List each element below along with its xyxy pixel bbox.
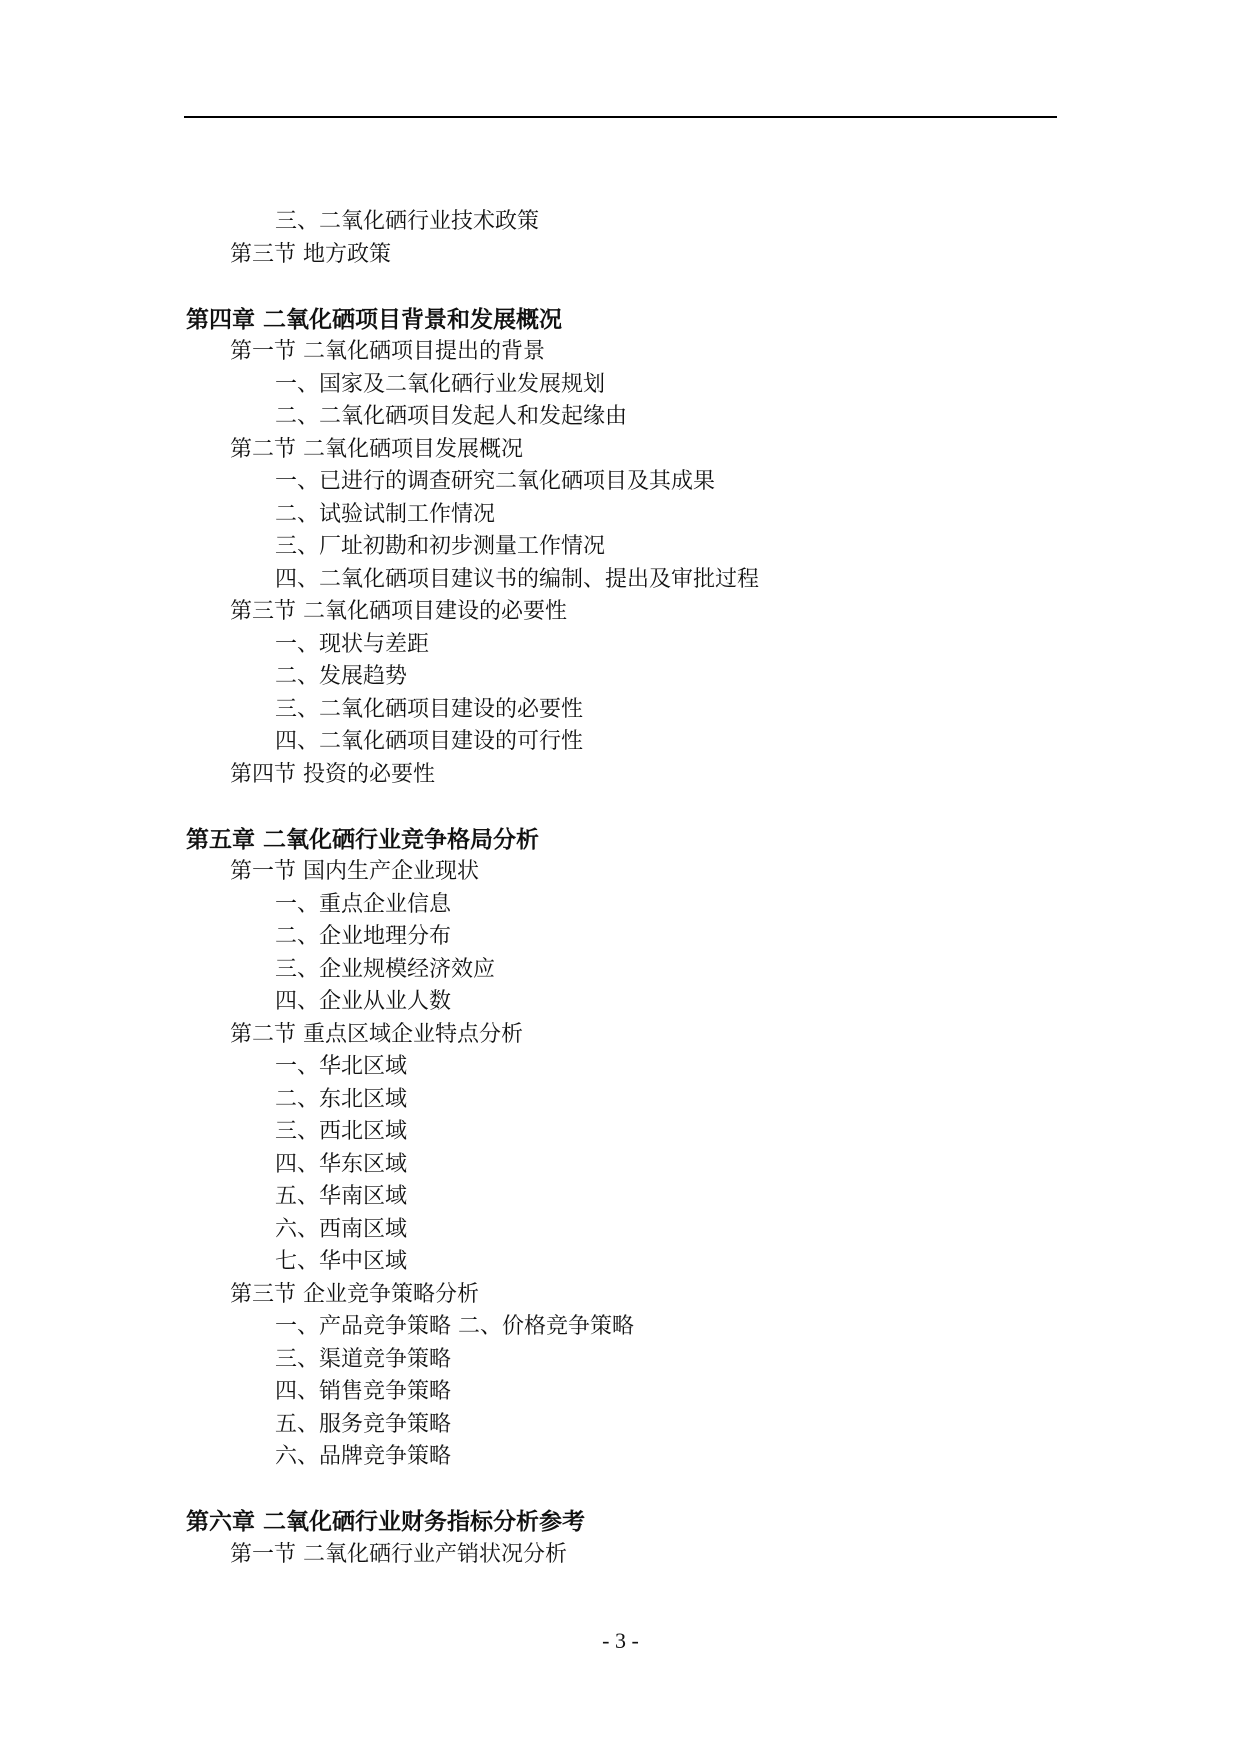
toc-section: 第二节 重点区域企业特点分析 — [230, 1021, 523, 1047]
toc-section: 第三节 地方政策 — [230, 241, 391, 267]
toc-item: 二、东北区域 — [275, 1086, 408, 1112]
toc-section: 第一节 二氧化硒行业产销状况分析 — [230, 1541, 567, 1567]
toc-item: 三、二氧化硒行业技术政策 — [275, 209, 540, 234]
toc-section: 第二节 二氧化硒项目发展概况 — [230, 436, 523, 462]
toc-item: 一、现状与差距 — [275, 631, 430, 657]
toc-item: 一、华北区域 — [275, 1054, 408, 1079]
toc-section: 第一节 国内生产企业现状 — [230, 859, 479, 884]
toc-item: 四、二氧化硒项目建议书的编制、提出及审批过程 — [275, 566, 760, 592]
toc-spacer — [186, 791, 1056, 824]
toc-item: 三、二氧化硒项目建设的必要性 — [275, 696, 584, 722]
toc-item: 一、国家及二氧化硒行业发展规划 — [275, 371, 606, 397]
toc-item: 三、厂址初勘和初步测量工作情况 — [275, 534, 606, 559]
toc-item: 三、企业规模经济效应 — [275, 956, 496, 982]
toc-item: 二、二氧化硒项目发起人和发起缘由 — [275, 404, 628, 429]
table-of-contents — [186, 206, 1056, 1571]
header-rule — [184, 116, 1057, 118]
toc-item: 四、销售竞争策略 — [275, 1379, 452, 1404]
toc-item: 二、发展趋势 — [275, 664, 408, 689]
toc-item: 一、已进行的调查研究二氧化硒项目及其成果 — [275, 469, 716, 494]
toc-item: 六、品牌竞争策略 — [275, 1444, 452, 1469]
toc-item: 七、华中区域 — [275, 1249, 408, 1274]
toc-chapter: 第四章 二氧化硒项目背景和发展概况 — [186, 305, 563, 333]
toc-item: 六、西南区域 — [275, 1216, 408, 1242]
toc-item: 二、试验试制工作情况 — [275, 501, 496, 527]
toc-item: 三、渠道竞争策略 — [275, 1346, 452, 1372]
toc-spacer — [186, 271, 1056, 304]
toc-section: 第三节 企业竞争策略分析 — [230, 1281, 479, 1307]
toc-item: 四、华东区域 — [275, 1151, 408, 1177]
toc-item: 四、二氧化硒项目建设的可行性 — [275, 729, 584, 754]
toc-section: 第三节 二氧化硒项目建设的必要性 — [230, 599, 567, 624]
toc-section: 第一节 二氧化硒项目提出的背景 — [230, 339, 545, 364]
toc-spacer — [186, 1474, 1056, 1507]
toc-item: 五、服务竞争策略 — [275, 1411, 452, 1437]
toc-chapter: 第六章 二氧化硒行业财务指标分析参考 — [186, 1508, 586, 1535]
toc-section: 第四节 投资的必要性 — [230, 761, 435, 787]
toc-item: 一、产品竞争策略 二、价格竞争策略 — [275, 1314, 634, 1339]
toc-item: 四、企业从业人数 — [275, 989, 452, 1014]
toc-item: 五、华南区域 — [275, 1184, 408, 1209]
toc-chapter: 第五章 二氧化硒行业竞争格局分析 — [186, 825, 540, 853]
page-number: - 3 - — [602, 1628, 639, 1653]
toc-item: 二、企业地理分布 — [275, 924, 452, 949]
toc-item: 三、西北区域 — [275, 1119, 408, 1144]
toc-item: 一、重点企业信息 — [275, 891, 452, 917]
